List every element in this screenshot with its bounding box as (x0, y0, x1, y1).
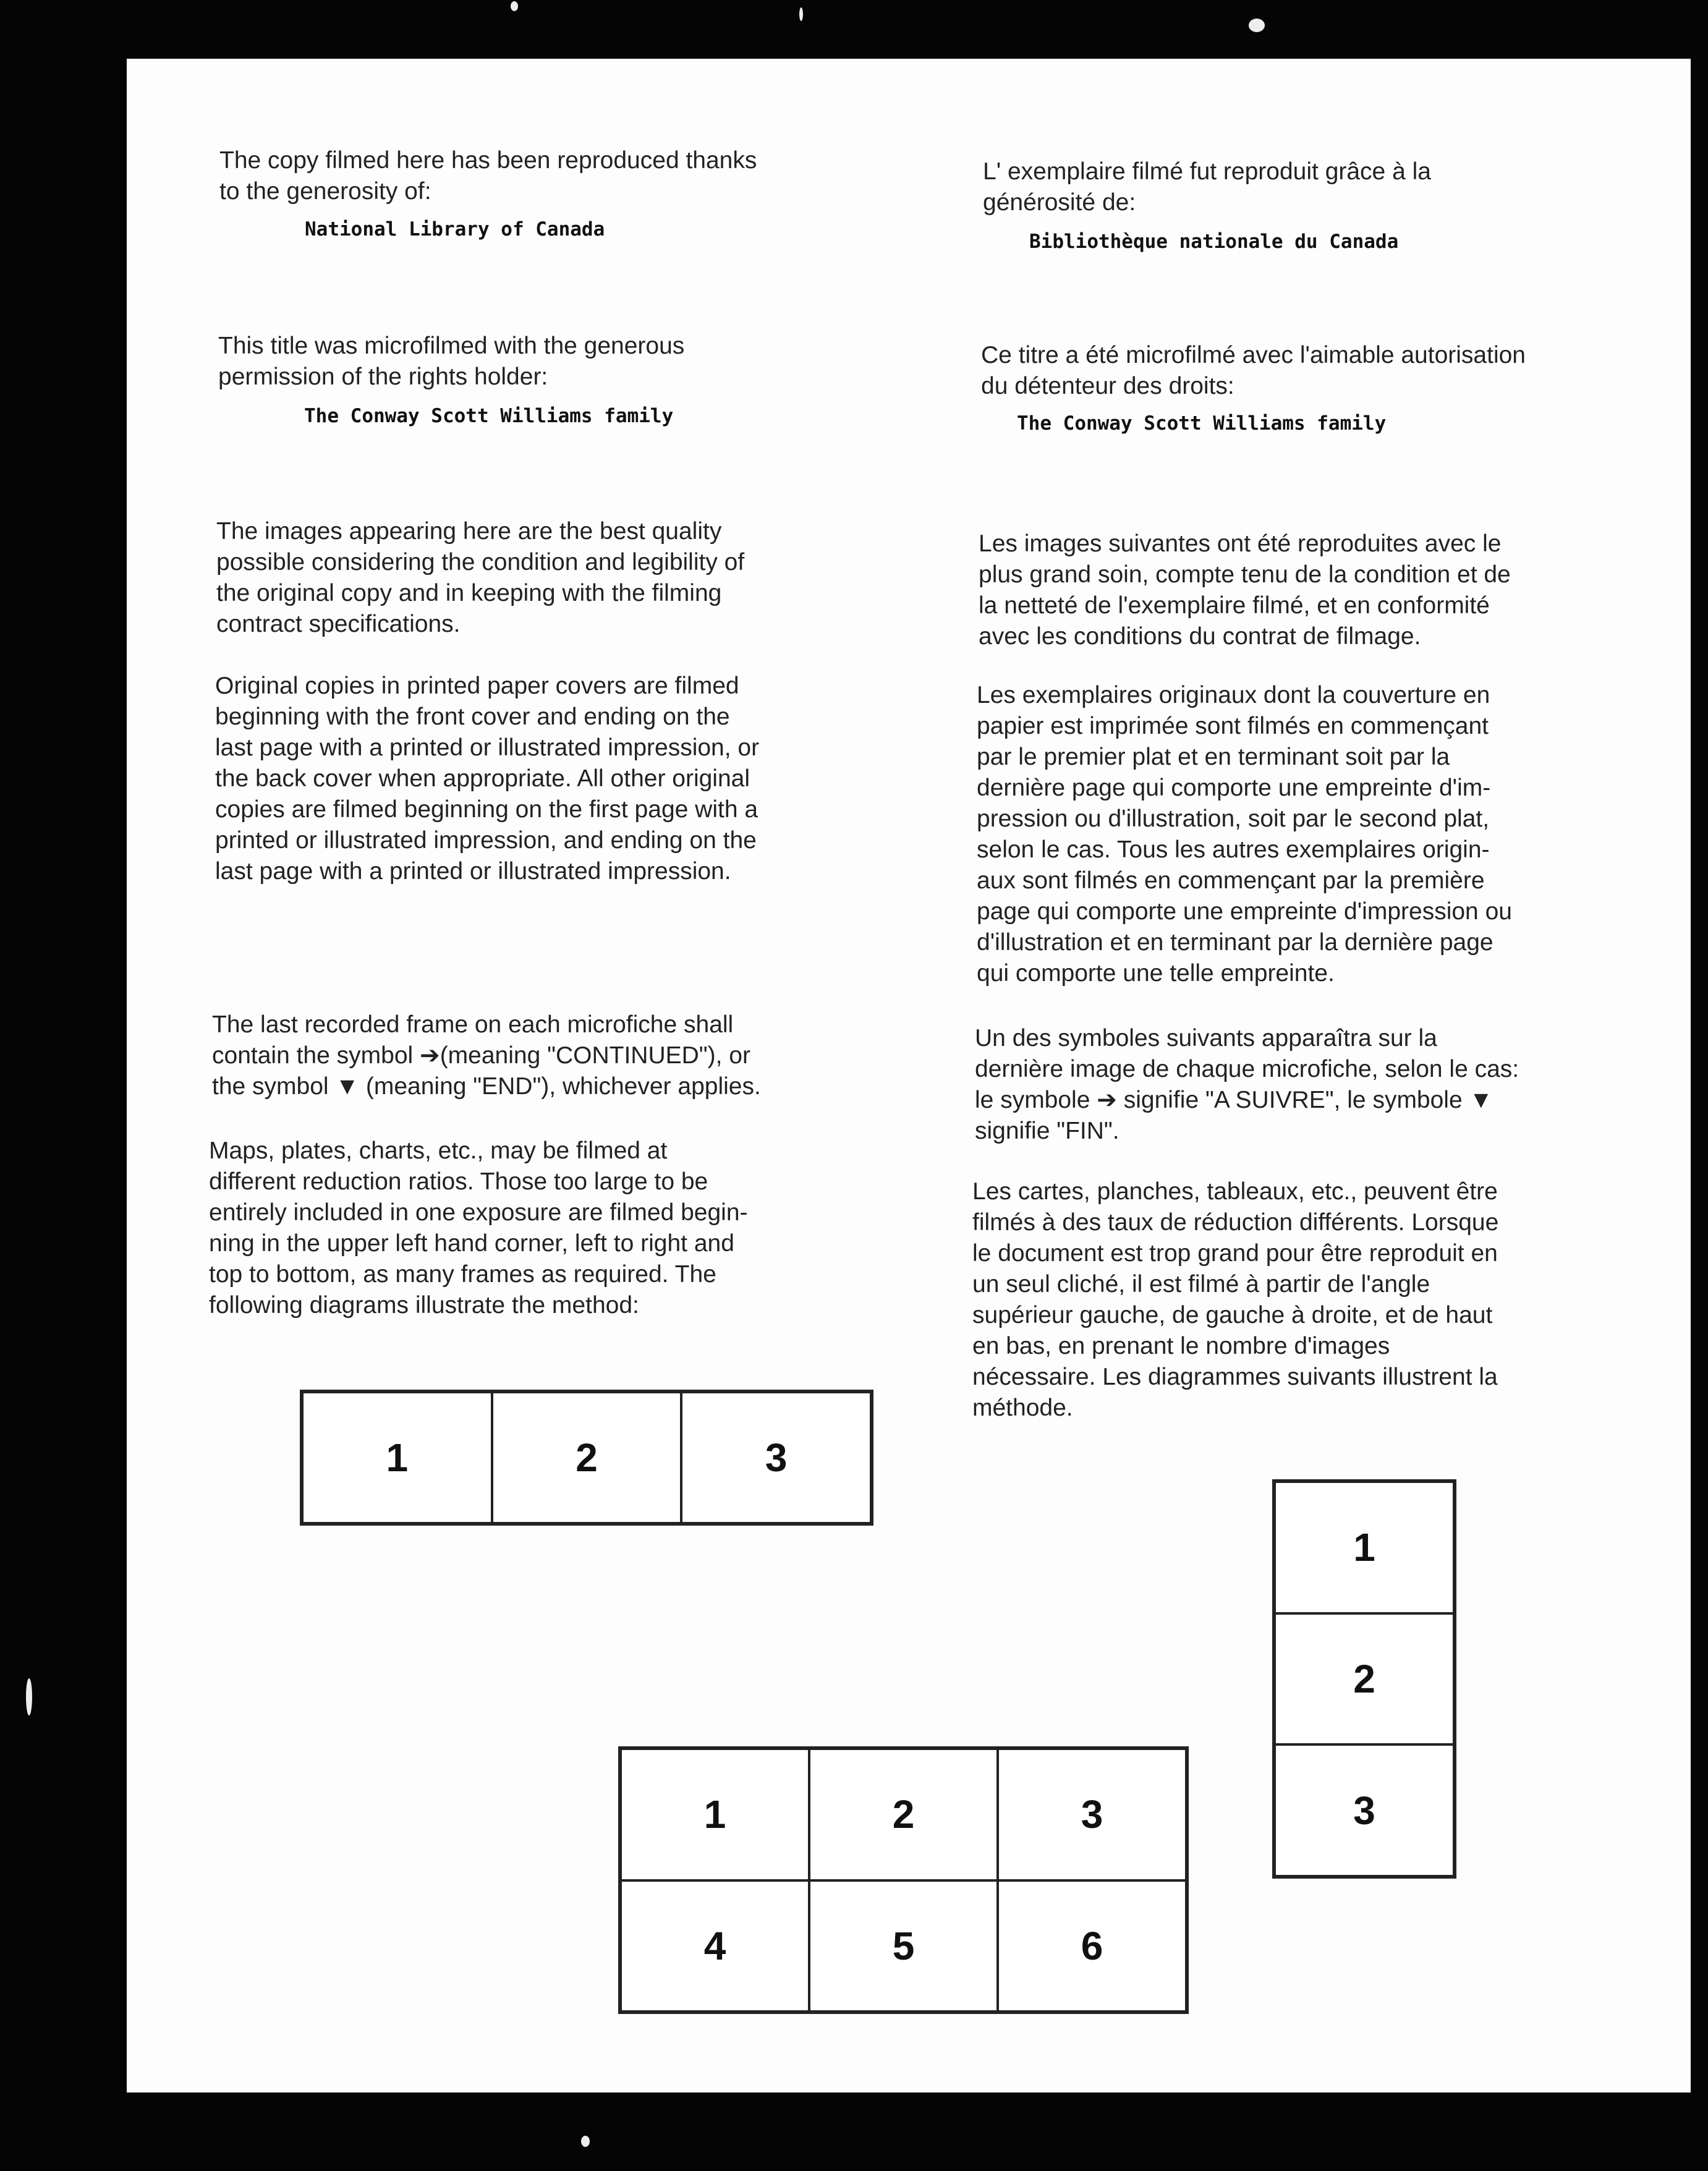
quality-block-fr (979, 529, 1677, 652)
quality-text-en: The images appearing here are the best quality possible considering the condition and legibility of the original copy and in keeping with the filming contract specifications. (216, 518, 745, 637)
covers-text-en: Original copies in printed paper covers are filmed beginning with the front cover and ending on the last page with a printed or illustrated impression, or the back cover when appropriate. All other original copies are filmed beginning on the first page with a printed or illustrated impression, and ending on the last page with a printed or illustrated impression. (215, 673, 760, 885)
symbols-text-en: The last recorded frame on each microfiche shall contain the symbol ➔(meaning "CONTINUED"), or the symbol ▼ (meaning "END"), whichever applies. (212, 1011, 761, 1100)
frame-cell: 5 (809, 1880, 998, 2012)
thanks-intro-fr: L' exemplaire filmé fut reproduit grâce à la générosité de: (983, 158, 1431, 216)
permission-block-en (218, 331, 960, 393)
symbols-text-fr: Un des symboles suivants apparaîtra sur la dernière image de chaque microfiche, selon le cas: le symbole ➔ signifie "A SUIVRE", le symbole ▼ signifie "FIN". (975, 1025, 1519, 1144)
film-speck (799, 7, 803, 21)
thanks-intro-en: The copy filmed here has been reproduced thanks to the generosity of: (219, 147, 757, 205)
maps-block-en (209, 1136, 951, 1321)
document-page (127, 59, 1691, 2092)
quality-block-en (216, 516, 958, 640)
frame-cell: 2 (809, 1749, 998, 1880)
frame-cell: 4 (621, 1880, 809, 2012)
frame-cell: 2 (1275, 1613, 1454, 1745)
library-name-fr: Bibliothèque nationale du Canada (1029, 231, 1399, 253)
permission-intro-fr: Ce titre a été microfilmé avec l'aimable autorisation du détenteur des droits: (981, 342, 1526, 399)
film-speck (1249, 19, 1265, 32)
permission-block-fr (981, 340, 1680, 402)
maps-block-fr (972, 1176, 1671, 1424)
rights-holder-fr: The Conway Scott Williams family (1017, 412, 1387, 435)
maps-text-fr: Les cartes, planches, tableaux, etc., peuvent être filmés à des taux de réduction différents. Lorsque le document est trop grand pour être reproduit en un seul cliché, il est filmé à partir de l'angle supérieur gauche, de gauche à droite, et de haut en bas, en prenant le nombre d'images nécessaire. Les diagrammes suivants illustrent la méthode. (972, 1178, 1499, 1421)
covers-text-fr: Les exemplaires originaux dont la couverture en papier est imprimée sont filmés en commençant par le premier plat et en terminant soit par la dernière page qui comporte une empreinte d'im- pression ou d'illustration, soit par le second plat, selon le cas. Tous les autres exemplaires origin- aux sont filmés en commençant par la première page qui comporte une empreinte d'impression ou d'illustration et en terminant par la dernière page qui comporte une telle empreinte. (977, 682, 1512, 987)
covers-block-en (215, 671, 957, 887)
film-speck (511, 1, 518, 11)
frame-cell: 1 (1275, 1482, 1454, 1613)
frame-cell: 1 (302, 1392, 492, 1523)
symbols-block-fr (975, 1023, 1673, 1147)
library-name-en: National Library of Canada (305, 218, 605, 240)
frame-cell: 3 (1275, 1744, 1454, 1876)
rights-holder-en: The Conway Scott Williams family (304, 405, 674, 427)
film-speck (581, 2136, 590, 2147)
maps-text-en: Maps, plates, charts, etc., may be filmed at different reduction ratios. Those too large to be entirely included in one exposure are filmed begin- ning in the upper left hand corner, left to right and top to bottom, as many frames as required. The following diagrams illustrate the method: (209, 1137, 748, 1319)
frame-cell: 1 (621, 1749, 809, 1880)
frame-cell: 3 (998, 1749, 1186, 1880)
frame-cell: 3 (681, 1392, 871, 1523)
french-column (983, 156, 1681, 218)
symbols-block-en (212, 1009, 954, 1102)
diagram-two-by-three (618, 1746, 1189, 2014)
diagram-column-of-three (1272, 1479, 1456, 1879)
permission-intro-en: This title was microfilmed with the generous permission of the rights holder: (218, 333, 685, 390)
frame-cell: 6 (998, 1880, 1186, 2012)
frame-cell: 2 (492, 1392, 682, 1523)
diagram-row-of-three (300, 1390, 873, 1526)
english-column (219, 145, 961, 207)
covers-block-fr (977, 680, 1675, 989)
film-speck (26, 1678, 32, 1715)
quality-text-fr: Les images suivantes ont été reproduites avec le plus grand soin, compte tenu de la condition et de la netteté de l'exemplaire filmé, et en conformité avec les conditions du contrat de filmage. (979, 530, 1511, 650)
